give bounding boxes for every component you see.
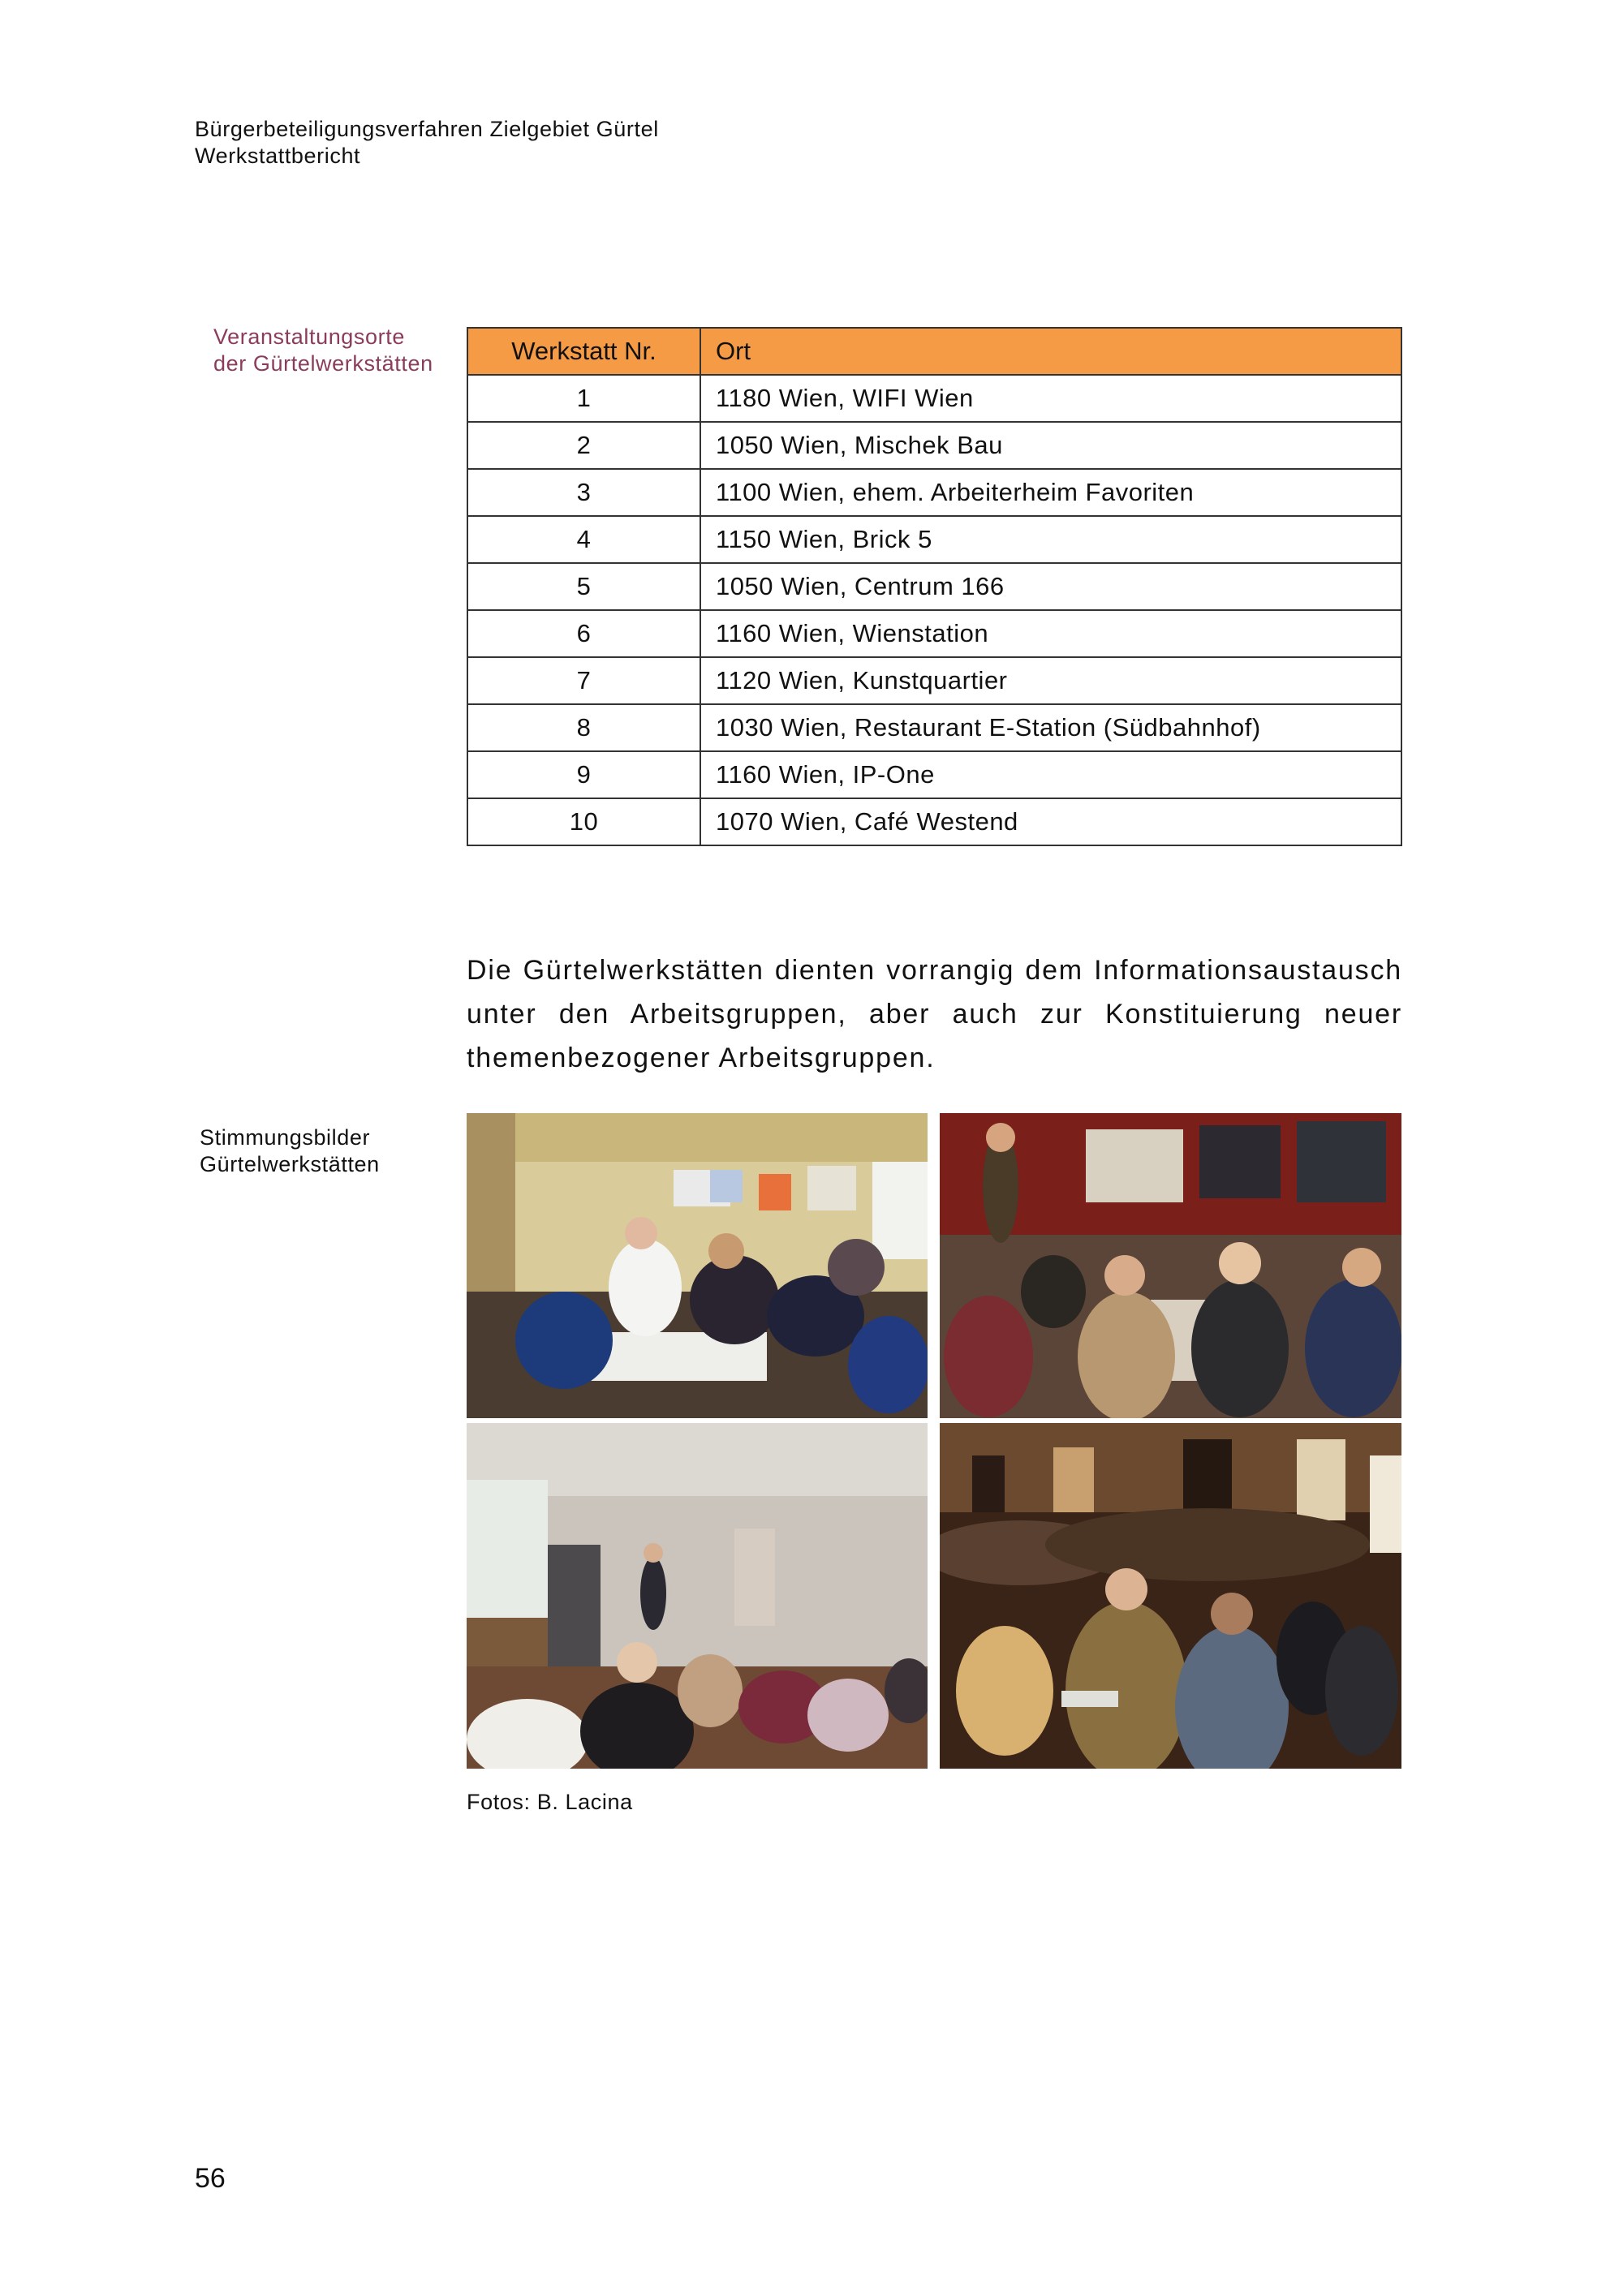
- cell-ort: 1160 Wien, IP-One: [700, 751, 1401, 798]
- table-side-label: [213, 324, 433, 377]
- cell-ort: 1050 Wien, Centrum 166: [700, 563, 1401, 610]
- header-werkstatt-nr: Werkstatt Nr.: [467, 328, 700, 375]
- cell-nr: 9: [467, 751, 700, 798]
- cell-ort: 1050 Wien, Mischek Bau: [700, 422, 1401, 469]
- photo-grid: [467, 1113, 1401, 1769]
- table-row: [467, 375, 1401, 422]
- photos-side-label-line1: Stimmungsbilder: [200, 1125, 371, 1150]
- cell-ort: 1180 Wien, WIFI Wien: [700, 375, 1401, 422]
- cell-nr: 1: [467, 375, 700, 422]
- table-side-label-line1: Veranstaltungsorte: [213, 325, 405, 349]
- table-row: [467, 516, 1401, 563]
- table-row: [467, 563, 1401, 610]
- cell-nr: 6: [467, 610, 700, 657]
- body-paragraph: Die Gürtelwerkstätten dienten vorrangig dem Informationsaustausch unter den Arbeitsgruppen, aber auch zur Konstituierung neuer themenbezogener Arbeitsgruppen.: [467, 955, 1402, 1073]
- photo-meeting-room: [467, 1423, 928, 1769]
- cell-ort: 1100 Wien, ehem. Arbeiterheim Favoriten: [700, 469, 1401, 516]
- table-row: [467, 798, 1401, 845]
- cell-nr: 3: [467, 469, 700, 516]
- table-row: [467, 751, 1401, 798]
- photos-side-label: [200, 1124, 380, 1178]
- table-row: [467, 657, 1401, 704]
- cell-ort: 1150 Wien, Brick 5: [700, 516, 1401, 563]
- table-side-label-line2: der Gürtelwerkstätten: [213, 351, 433, 376]
- photos-side-label-line2: Gürtelwerkstätten: [200, 1152, 380, 1176]
- cell-nr: 7: [467, 657, 700, 704]
- table-row: [467, 610, 1401, 657]
- header-subtitle: Werkstattbericht: [195, 144, 361, 168]
- table-row: [467, 469, 1401, 516]
- cell-ort: 1120 Wien, Kunstquartier: [700, 657, 1401, 704]
- table-header-row: [467, 328, 1401, 375]
- cell-ort: 1030 Wien, Restaurant E-Station (Südbahnhof): [700, 704, 1401, 751]
- cell-nr: 4: [467, 516, 700, 563]
- cell-nr: 5: [467, 563, 700, 610]
- photo-workshop-tables: [467, 1113, 928, 1418]
- cell-nr: 10: [467, 798, 700, 845]
- table-row: [467, 422, 1401, 469]
- venues-table: [467, 327, 1402, 846]
- cell-nr: 8: [467, 704, 700, 751]
- cell-nr: 2: [467, 422, 700, 469]
- header-ort: Ort: [700, 328, 1401, 375]
- running-header: [195, 116, 659, 170]
- header-title: Bürgerbeteiligungsverfahren Zielgebiet Gürtel: [195, 117, 659, 141]
- photo-caption: Fotos: B. Lacina: [467, 1790, 633, 1814]
- photo-audience-presenter: [940, 1113, 1401, 1418]
- table-row: [467, 704, 1401, 751]
- page-number: 56: [195, 2163, 226, 2194]
- cell-ort: 1160 Wien, Wienstation: [700, 610, 1401, 657]
- cell-ort: 1070 Wien, Café Westend: [700, 798, 1401, 845]
- photo-seated-audience: [940, 1423, 1401, 1769]
